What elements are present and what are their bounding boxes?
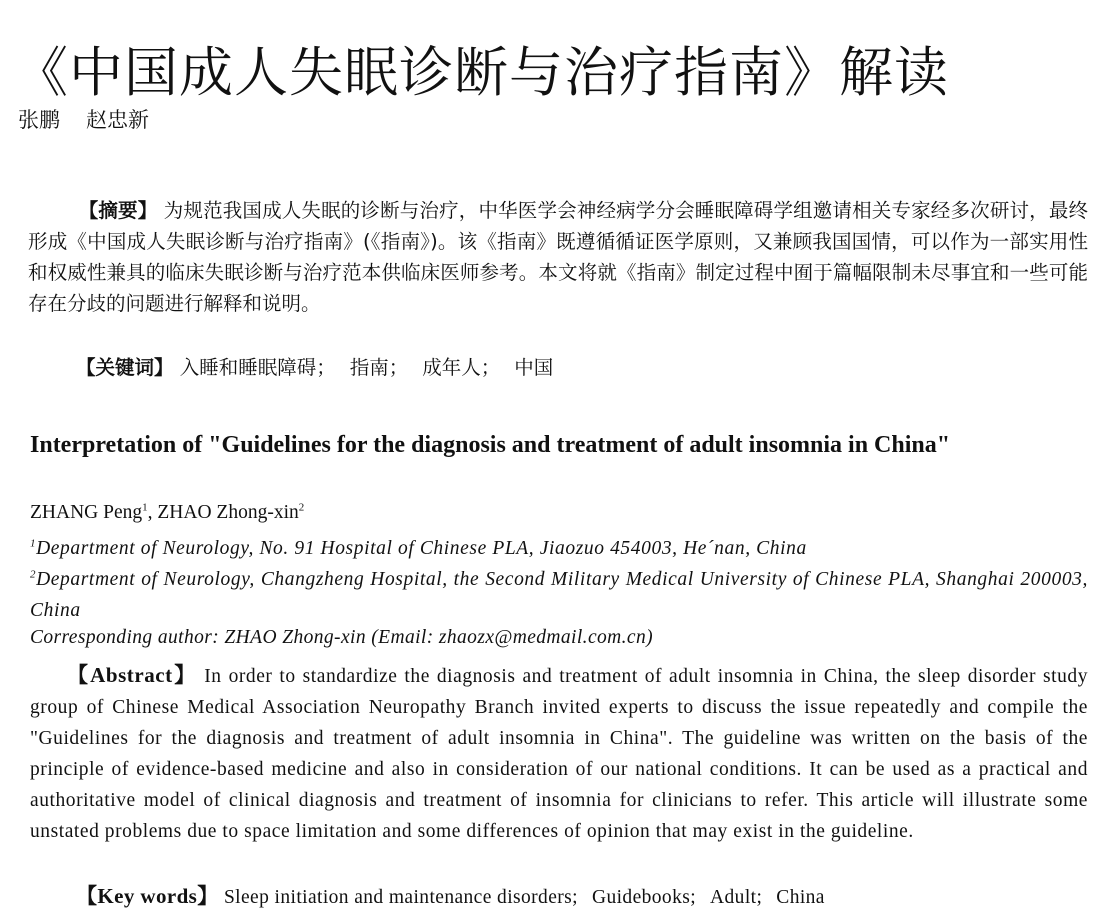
- keyword: 中国: [514, 356, 554, 379]
- keyword: 入睡和睡眠障碍；: [179, 356, 336, 379]
- keyword: Adult;: [710, 887, 763, 908]
- chinese-authors: [18, 104, 149, 134]
- affiliation-marker: 2: [30, 568, 37, 581]
- keyword: China: [776, 887, 825, 908]
- affiliation-2: [30, 564, 1088, 626]
- english-authors: [30, 502, 304, 524]
- author-name: 赵忠新: [86, 108, 149, 132]
- chinese-keywords: [76, 352, 553, 380]
- affiliation-marker: 1: [142, 501, 148, 514]
- affiliation-marker: 1: [30, 537, 37, 550]
- abstract-label: 【摘要】: [78, 199, 158, 222]
- corresponding-author: Corresponding author: ZHAO Zhong-xin (Email: zhaozx@medmail.com.cn): [30, 627, 654, 648]
- affiliation-marker: 2: [298, 501, 305, 514]
- affiliation-text: Department of Neurology, Changzheng Hospital, the Second Military Medical University of Chinese PLA, Shanghai 200003, China: [30, 569, 1088, 621]
- article-title: 《中国成人失眠诊断与治疗指南》解读: [14, 41, 949, 105]
- english-keywords: [76, 880, 825, 910]
- keyword: 成年人；: [422, 356, 501, 379]
- keywords-label: 【关键词】: [76, 356, 174, 379]
- affiliation-1: [30, 533, 1088, 564]
- keyword: 指南；: [349, 356, 409, 379]
- keyword: Sleep initiation and maintenance disorders;: [223, 887, 578, 908]
- english-abstract: [30, 660, 1088, 847]
- keyword: Guidebooks;: [591, 887, 697, 908]
- author-name: ZHAO Zhong-xin: [157, 502, 299, 523]
- english-title: Interpretation of "Guidelines for the diagnosis and treatment of adult insomnia in China": [30, 432, 951, 458]
- abstract-text: In order to standardize the diagnosis and treatment of adult insomnia in China, the sleep disorder study group of Chinese Medical Association Neuropathy Branch invited experts to discuss the issue repeatedly and compile the "Guidelines for the diagnosis and treatment of adult insomnia in China". The guideline was written on the basis of the principle of evidence-based medicine and also in consideration of our national conditions. It can be used as a practical and authoritative model of clinical diagnosis and treatment of insomnia for clinicians to refer. This article will illustrate some unstated problems due to space limitation and some differences of opinion that may exist in the guideline.: [30, 666, 1088, 842]
- author-separator: ,: [147, 502, 158, 523]
- affiliation-text: Department of Neurology, No. 91 Hospital of Chinese PLA, Jiaozuo 454003, He´nan, China: [36, 538, 807, 559]
- author-name: ZHANG Peng: [30, 502, 143, 523]
- chinese-abstract: [28, 195, 1088, 319]
- keywords-label: 【Key words】: [76, 884, 219, 908]
- abstract-label: 【Abstract】: [67, 663, 198, 687]
- author-name: 张鹏: [18, 108, 60, 132]
- abstract-text: 为规范我国成人失眠的诊断与治疗，中华医学会神经病学分会睡眠障碍学组邀请相关专家经多次研讨，最终形成《中国成人失眠诊断与治疗指南》(《指南》)。该《指南》既遵循循证医学原则，又兼顾我国国情，可以作为一部实用性和权威性兼具的临床失眠诊断与治疗范本供临床医师参考。本文将就《指南》制定过程中囿于篇幅限制未尽事宜和一些可能存在分歧的问题进行解释和说明。: [28, 199, 1088, 315]
